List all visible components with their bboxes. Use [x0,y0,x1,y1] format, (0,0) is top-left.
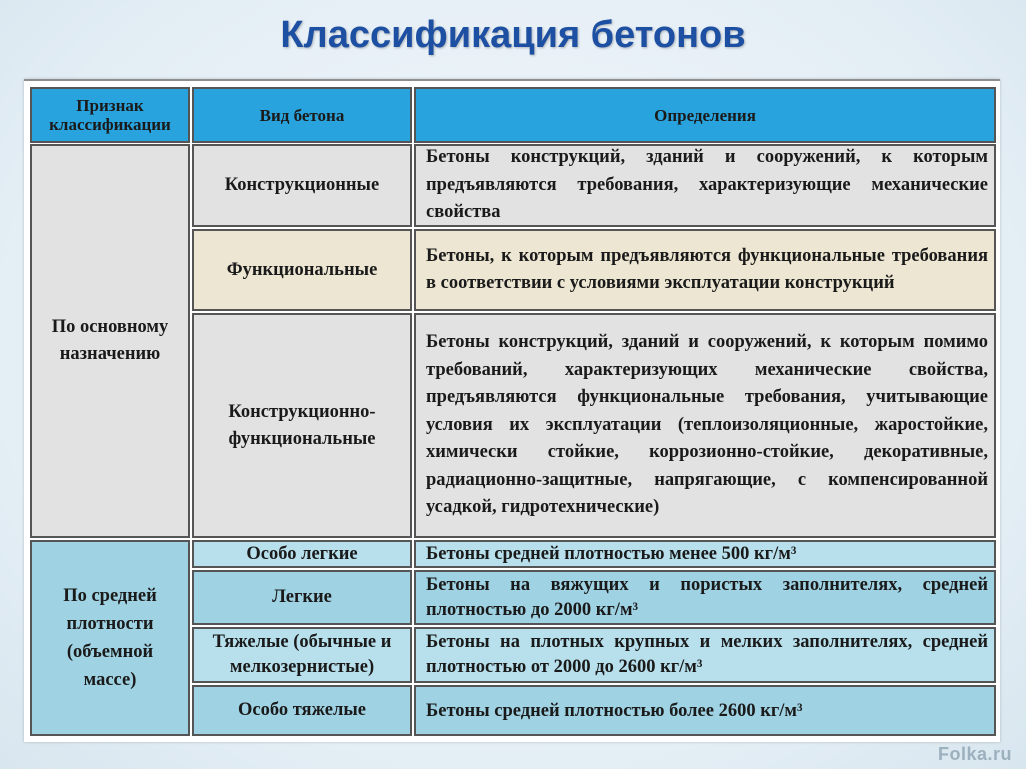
page-title: Классификация бетонов [280,14,746,56]
definition-structural-functional: Бетоны конструкций, зданий и сооружений, к которым помимо требований, характеризующих механические свойства, предъявляются функциональные требования, учитывающие условия их эксплуатации (теплоизоляционные, жаростойкие, химически стойкие, коррозионно-стойкие, декоративные, радиационно-защитные, напрягающие, с компенсированной усадкой, гидротехнические) [414,313,996,538]
criterion-purpose: По основному назначению [30,144,190,538]
header-definitions: Определения [414,87,996,143]
definition-extra-heavy: Бетоны средней плотностью более 2600 кг/м³ [414,685,996,736]
classification-table [24,79,1000,742]
definition-light: Бетоны на вяжущих и пористых заполнителях, средней плотностью до 2000 кг/м³ [414,570,996,625]
type-heavy: Тяжелые (обычные и мелкозернистые) [192,627,412,683]
definition-functional: Бетоны, к которым предъявляются функциональные требования в соответствии с условиями эксплуатации конструкций [414,229,996,311]
type-extra-light: Особо легкие [192,540,412,568]
type-functional: Функциональные [192,229,412,311]
type-structural: Конструкционные [192,144,412,227]
watermark: Folka.ru [937,744,1012,764]
header-criterion: Признак классификации [30,87,190,143]
definition-structural: Бетоны конструкций, зданий и сооружений, к которым предъявляются требования, характеризующие механические свойства [414,144,996,227]
definition-heavy: Бетоны на плотных крупных и мелких заполнителях, средней плотностью от 2000 до 2600 кг/м³ [414,627,996,683]
criterion-density: По средней плотности (объемной массе) [30,540,190,736]
definition-extra-light: Бетоны средней плотностью менее 500 кг/м³ [414,540,996,568]
header-concrete-type: Вид бетона [192,87,412,143]
type-structural-functional: Конструкционно-функциональные [192,313,412,538]
type-light: Легкие [192,570,412,625]
type-extra-heavy: Особо тяжелые [192,685,412,736]
